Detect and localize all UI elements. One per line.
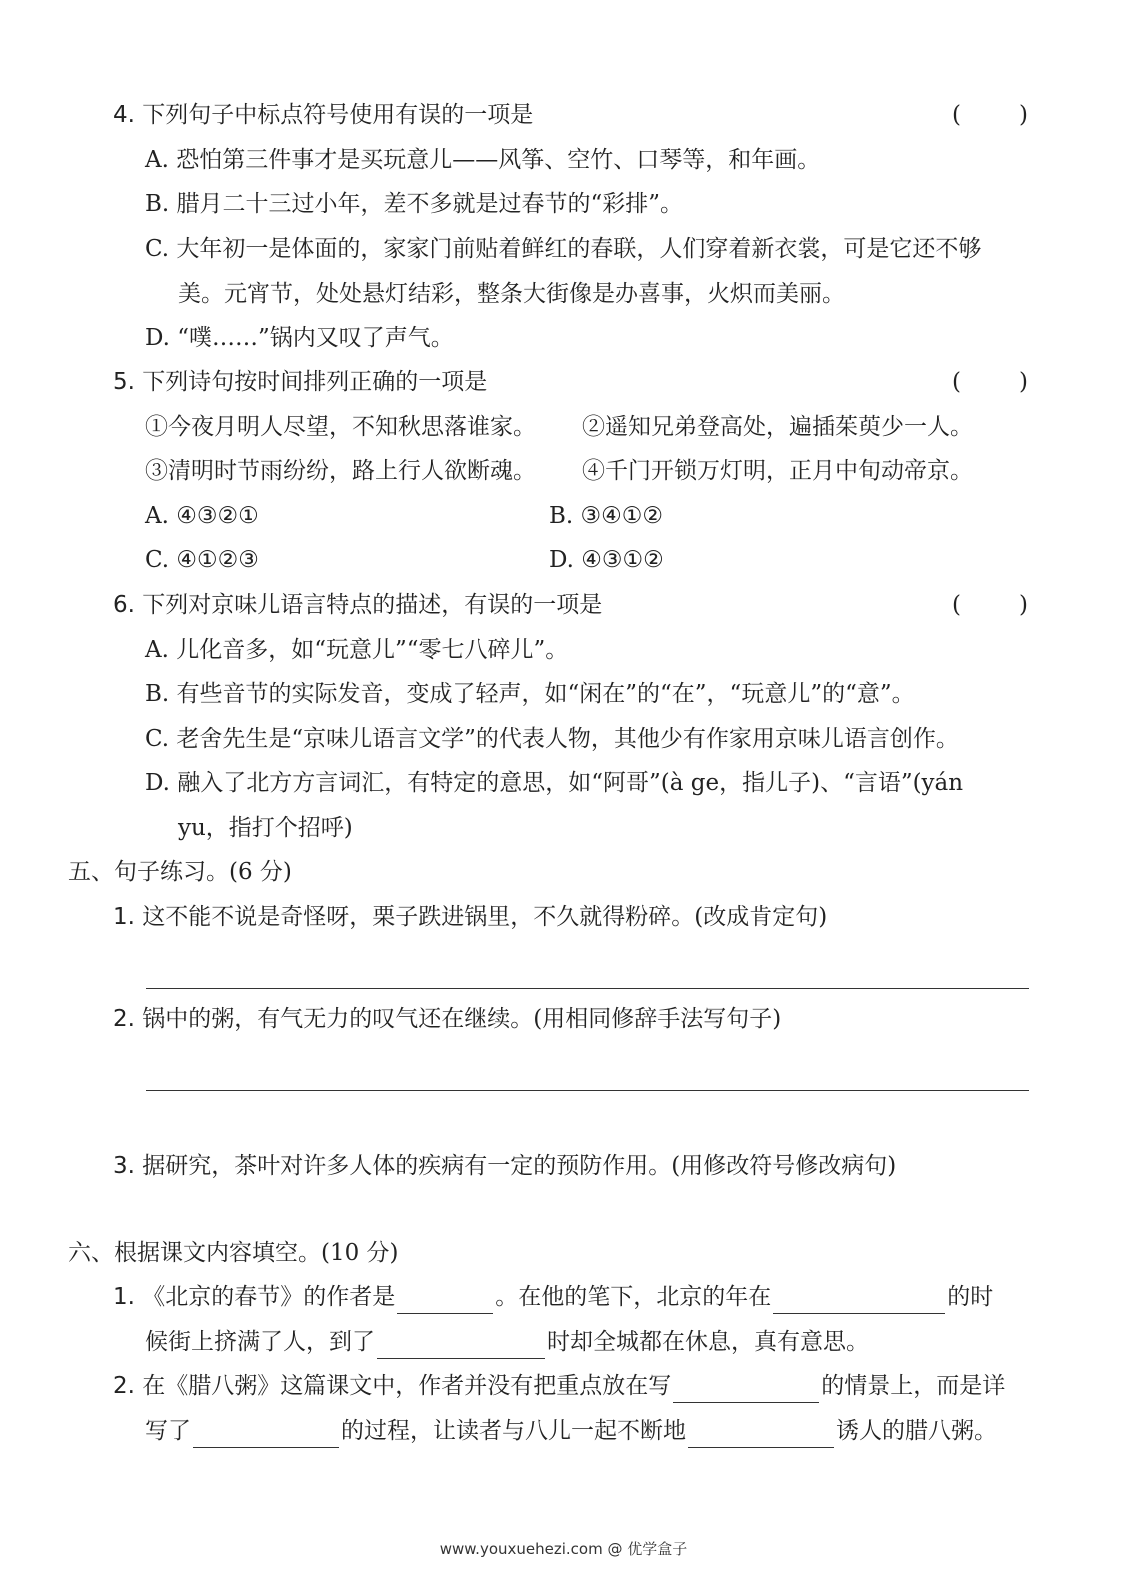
q5-poem-1: ①今夜月明人尽望，不知秋思落谁家。: [145, 414, 536, 440]
fill-blank[interactable]: [193, 1421, 339, 1448]
sec5-q2: 2. 锅中的粥，有气无力的叹气还在继续。(用相同修辞手法写句子): [113, 1006, 782, 1032]
q6-option-c: C. 老舍先生是“京味儿语言文学”的代表人物，其他少有作家用京味儿语言创作。: [145, 726, 959, 752]
q6-option-a: A. 儿化音多，如“玩意儿”“零七八碎儿”。: [145, 637, 569, 663]
fill-blank[interactable]: [773, 1287, 945, 1314]
q6-option-d-cont: yu，指打个招呼): [178, 815, 353, 841]
fill-blank[interactable]: [688, 1421, 834, 1448]
fill-blank[interactable]: [397, 1287, 493, 1314]
q6-stem: 6. 下列对京味儿语言特点的描述，有误的一项是: [113, 592, 603, 618]
q5-option-a: A. ④③②①: [145, 503, 259, 529]
q5-answer-parens: ( ): [952, 369, 1028, 395]
page-footer: www.youxuehezi.com @ 优学盒子: [439, 1540, 688, 1558]
q5-poem-4: ④千门开锁万灯明，正月中旬动帝京。: [582, 458, 973, 484]
q4-stem: 4. 下列句子中标点符号使用有误的一项是: [113, 102, 534, 128]
q5-poem-3: ③清明时节雨纷纷，路上行人欲断魂。: [145, 458, 536, 484]
fill-blank[interactable]: [377, 1332, 545, 1359]
q4-option-c: C. 大年初一是体面的，家家门前贴着鲜红的春联，人们穿着新衣裳，可是它还不够: [145, 236, 982, 262]
q4-answer-parens: ( ): [952, 102, 1028, 128]
q4-option-c-cont: 美。元宵节，处处悬灯结彩，整条大街像是办喜事，火炽而美丽。: [178, 281, 845, 307]
sec5-q1: 1. 这不能不说是奇怪呀，栗子跌进锅里，不久就得粉碎。(改成肯定句): [113, 904, 828, 930]
sec6-q2-line1: 2. 在《腊八粥》这篇课文中，作者并没有把重点放在写 的情景上，而是详: [113, 1369, 1005, 1403]
q5-option-b: B. ③④①②: [549, 503, 664, 529]
sec5-q3: 3. 据研究，茶叶对许多人体的疾病有一定的预防作用。(用修改符号修改病句): [113, 1153, 897, 1179]
sec6-q1-line1: 1. 《北京的春节》的作者是 。在他的笔下，北京的年在 的时: [113, 1280, 993, 1314]
sec6-q1-line2: 候街上挤满了人，到了 时却全城都在休息，真有意思。: [145, 1325, 869, 1359]
q6-answer-parens: ( ): [952, 592, 1028, 618]
q5-poem-2: ②遥知兄弟登高处，遍插茱萸少一人。: [582, 414, 973, 440]
section-6-title: 六、根据课文内容填空。(10 分): [68, 1240, 399, 1266]
q4-option-b: B. 腊月二十三过小年，差不多就是过春节的“彩排”。: [145, 191, 684, 217]
sec5-q1-answer-line[interactable]: [146, 988, 1029, 989]
q5-option-c: C. ④①②③: [145, 547, 259, 573]
q4-option-d: D. “噗……”锅内又叹了声气。: [145, 325, 454, 351]
sec5-q2-answer-line[interactable]: [146, 1090, 1029, 1091]
sec6-q2-line2: 写了 的过程，让读者与八儿一起不断地 诱人的腊八粥。: [145, 1414, 997, 1448]
section-5-title: 五、句子练习。(6 分): [68, 859, 292, 885]
q5-stem: 5. 下列诗句按时间排列正确的一项是: [113, 369, 488, 395]
q5-option-d: D. ④③①②: [549, 547, 664, 573]
fill-blank[interactable]: [673, 1376, 819, 1403]
q4-option-a: A. 恐怕第三件事才是买玩意儿——风筝、空竹、口琴等，和年画。: [145, 147, 821, 173]
q6-option-d: D. 融入了北方方言词汇，有特定的意思，如“阿哥”(à ge，指儿子)、“言语”(yán: [145, 770, 964, 796]
q6-option-b: B. 有些音节的实际发音，变成了轻声，如“闲在”的“在”，“玩意儿”的“意”。: [145, 681, 915, 707]
